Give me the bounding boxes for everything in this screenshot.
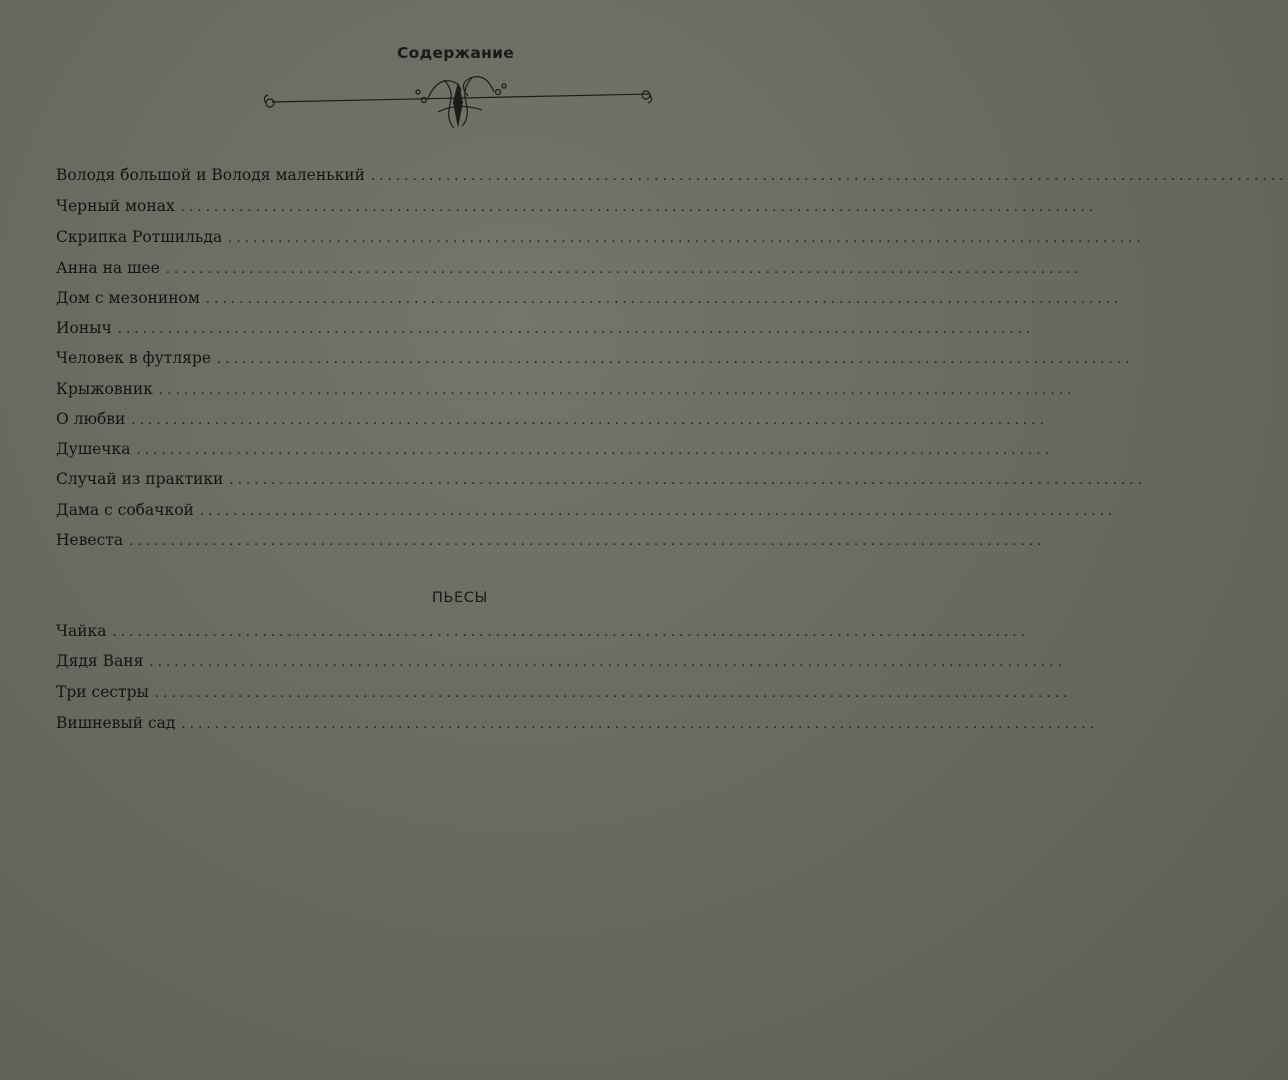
dot-leader: .............................................................................................................. [129, 534, 1046, 549]
toc-entry-title: Черный монах [56, 197, 175, 215]
toc-entry[interactable] [56, 349, 1134, 373]
dot-leader: .............................................................................................................. [165, 262, 1083, 277]
toc-entry-title: Душечка [56, 440, 131, 458]
toc-entry-title: Человек в футляре [56, 349, 212, 367]
toc-entry-title: О любви [56, 410, 126, 428]
toc-entry-title: Три сестры [56, 683, 149, 701]
dot-leader: .............................................................................................................. [217, 352, 1134, 367]
toc-entry[interactable] [56, 440, 1054, 464]
toc-entry[interactable] [56, 683, 1072, 707]
dot-leader: .............................................................................................................. [370, 169, 1288, 184]
toc-entry-title: Анна на шее [56, 259, 160, 277]
decorative-ornament [258, 72, 662, 130]
toc-entry-title: Невеста [56, 531, 124, 549]
toc-entry[interactable] [56, 259, 1083, 283]
toc-entry-title: Чайка [56, 622, 107, 640]
dot-leader: .............................................................................................................. [136, 443, 1054, 458]
toc-entry-title: Скрипка Ротшильда [56, 228, 223, 246]
toc-entry-title: Крыжовник [56, 380, 153, 398]
dot-leader: .............................................................................................................. [112, 625, 1030, 640]
toc-entry[interactable] [56, 470, 1146, 494]
dot-leader: .............................................................................................................. [158, 383, 1076, 398]
page-title: Содержание [397, 44, 515, 62]
dot-leader: .............................................................................................................. [181, 717, 1098, 732]
toc-entry[interactable] [56, 652, 1066, 676]
toc-entry[interactable] [56, 714, 1098, 738]
dot-leader: .............................................................................................................. [131, 413, 1048, 428]
toc-entry[interactable] [56, 228, 1145, 252]
toc-entry-title: Дядя Ваня [56, 652, 144, 670]
toc-entry-title: Ионыч [56, 319, 112, 337]
toc-entry[interactable] [56, 166, 1288, 190]
toc-entry-title: Случай из практики [56, 470, 224, 488]
dot-leader: .............................................................................................................. [149, 655, 1066, 670]
toc-entry-title: Дом с мезонином [56, 289, 200, 307]
toc-entry[interactable] [56, 501, 1117, 525]
section-heading: ПЬЕСЫ [432, 590, 488, 606]
toc-entry[interactable] [56, 319, 1035, 343]
dot-leader: .............................................................................................................. [205, 292, 1123, 307]
dot-leader: .............................................................................................................. [117, 322, 1035, 337]
toc-entry[interactable] [56, 622, 1030, 646]
dot-leader: .............................................................................................................. [180, 200, 1098, 215]
toc-entry-title: Вишневый сад [56, 714, 176, 732]
dot-leader: .............................................................................................................. [154, 686, 1072, 701]
dot-leader: .............................................................................................................. [229, 473, 1146, 488]
toc-entry[interactable] [56, 410, 1048, 434]
toc-entry-title: Володя большой и Володя маленький [56, 166, 365, 184]
dot-leader: .............................................................................................................. [199, 504, 1117, 519]
toc-entry[interactable] [56, 289, 1123, 313]
toc-entry-title: Дама с собачкой [56, 501, 194, 519]
dot-leader: .............................................................................................................. [228, 231, 1145, 246]
toc-entry[interactable] [56, 380, 1076, 404]
toc-entry[interactable] [56, 197, 1098, 221]
toc-entry[interactable] [56, 531, 1046, 555]
